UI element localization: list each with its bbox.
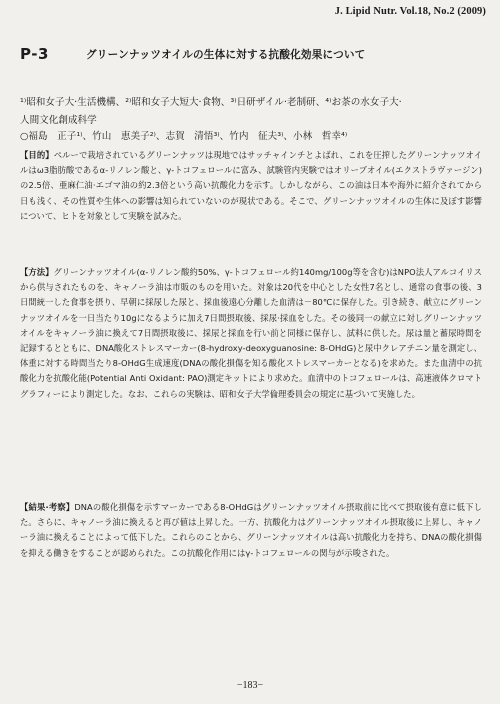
affiliations-line-1: ¹⁾昭和女子大·生活機構、²⁾昭和女子大短大·食物、³⁾日研ザイル·老制研、⁴⁾お茶の水女子大· [20,97,402,108]
results-heading: 【結果·考察】 [20,502,75,512]
journal-header: J. Lipid Nutr. Vol.18, No.2 (2009) [334,6,486,17]
authors: ○福島 正子¹⁾、竹山 恵美子²⁾、志賀 清悟³⁾、竹内 征夫³⁾、小林 哲幸⁴⁾ [20,131,348,142]
page-number: −183− [236,680,264,691]
purpose-heading: 【目的】 [20,150,54,160]
title-row [20,44,480,63]
purpose-text: ペルーで栽培されているグリーンナッツは現地ではサッチャインチとよばれ、これを圧搾したグリーンナッツオイルはω3脂肪酸であるα-リノレン酸と、γ-トコフェロールに富み、試験管内実験ではオリーブオイル(エクストラヴァージン)の2.5倍、亜麻仁油·エゴマ油の約2.3倍という高い抗酸化力を示す。しかしながら、この油は日本や海外に紹介されてから日も浅く、その性質や生体への影響は知られていないのが現状である。そこで、グリーンナッツオイルの生体に及ぼす影響について、ヒトを対象として実験を試みた。 [20,150,483,221]
affiliations [20,94,482,130]
purpose-section [20,148,482,224]
results-text: DNAの酸化損傷を示すマーカーである8-OHdGはグリーンナッツオイル摂取前に比べて摂取後有意に低下した。さらに、キャノーラ油に換えると再び値は上昇した。一方、抗酸化力はグリーンナッツオイル摂取後に上昇し、キャノーラ油に換えることによって低下した。これらのことから、グリーンナッツオイルは高い抗酸化力を持ち、DNAの酸化損傷を抑える働きをすることが認められた。この抗酸化作用にはγ-トコフェロールの関与が示唆された。 [20,502,482,558]
results-section [20,500,482,561]
methods-heading: 【方法】 [20,267,54,277]
paper-title: グリーンナッツオイルの生体に対する抗酸化効果について [86,49,366,61]
methods-text: グリーンナッツオイル(α-リノレン酸約50%、γ-トコフェロール約140mg/100g等を含む)はNPO法人アルコイリスから供与されたものを、キャノーラ油は市販のものを用いた。対象は20代を中心とした女性7名とし、通常の食事の後、3日間統一した食事を摂り、早朝に採尿した尿と、採血後遠心分離した血清は－80℃に保存した。引き続き、献立にグリーンナッツオイルを一日当たり10gになるように加え7日間摂取後、採尿·採血をした。その後同一の献立に対しグリーンナッツオイルをキャノーラ油に換えて7日間摂取後に、採尿と採血を行い前と同様に保存し、試料に供した。尿は量と蓄尿時間を記録するとともに、DNA酸化ストレスマーカー(8-hydroxy-deoxyguanosine: 8-OHdG)と尿中クレアチニン量を測定し、体重に対する時間当たり8-OHdG生成速度(DNAの酸化損傷を知る酸化ストレスマーカーとなる)を求めた。また血清中の抗酸化力を抗酸化能(Potential Anti Oxidant: PAO)測定キットにより求めた。血清中のトコフェロールは、高速液体クロマトグラフィーにより測定した。なお、これらの実験は、昭和女子大学倫理委員会の規定に基づいて実施した。 [20,267,482,399]
affiliations-line-2: 人間文化創成科学 [20,115,97,126]
methods-section [20,265,482,402]
abstract-id: P-3 [20,45,49,63]
